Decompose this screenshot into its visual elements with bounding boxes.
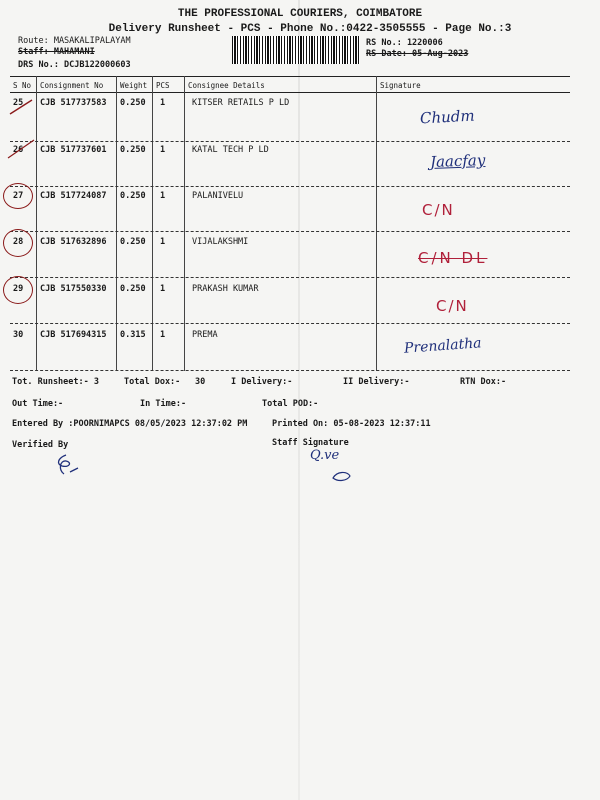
col-header-consignment: Consignment No xyxy=(40,81,104,90)
staff-signature-label: Staff Signature xyxy=(272,438,349,448)
row-weight: 0.315 xyxy=(120,330,146,340)
i-delivery: I Delivery:- xyxy=(231,377,293,387)
row-sno: 28 xyxy=(13,237,24,247)
row-consignee: PALANIVELU xyxy=(192,191,244,201)
handwritten-signature: C/N xyxy=(436,297,469,315)
col-header-consignee: Consignee Details xyxy=(188,81,265,90)
table-header-rule xyxy=(10,92,570,93)
staff-handwritten-signature: Q.ve xyxy=(310,448,340,463)
table-bottom-rule xyxy=(10,370,570,371)
entered-by: Entered By :POORNIMAPCS 08/05/2023 12:37:02 PM xyxy=(12,419,248,429)
printed-on: Printed On: 05-08-2023 12:37:11 xyxy=(272,419,431,429)
staff-signature-scrawl xyxy=(330,468,354,484)
col-rule xyxy=(116,76,117,371)
runsheet-subtitle: Delivery Runsheet - PCS - Phone No.:0422-3505555 - Page No.:3 xyxy=(108,23,512,35)
row-divider xyxy=(10,323,570,324)
row-divider xyxy=(10,277,570,278)
col-header-sno: S No xyxy=(13,81,32,90)
row-consignment: CJB 517550330 xyxy=(40,284,107,294)
staff-label: Staff: MAHAMANI xyxy=(18,47,95,57)
row-divider xyxy=(10,141,570,142)
col-rule xyxy=(376,76,377,371)
col-rule xyxy=(152,76,153,371)
red-circle-mark xyxy=(3,276,33,304)
rs-date: RS Date: 05-Aug-2023 xyxy=(366,49,469,59)
total-dox-label: Total Dox:- xyxy=(124,377,181,387)
handwritten-signature: Chudm xyxy=(419,106,476,128)
row-pcs: 1 xyxy=(160,191,166,201)
red-tick-marks xyxy=(4,96,38,176)
table-top-rule xyxy=(10,76,570,77)
col-rule xyxy=(184,76,185,371)
rs-number: RS No.: 1220006 xyxy=(366,38,443,48)
red-circle-mark xyxy=(3,183,33,209)
out-time: Out Time:- xyxy=(12,399,64,409)
row-sno: 26 xyxy=(13,145,24,155)
in-time: In Time:- xyxy=(140,399,187,409)
row-pcs: 1 xyxy=(160,145,166,155)
row-weight: 0.250 xyxy=(120,145,146,155)
row-divider xyxy=(10,186,570,187)
row-sno: 29 xyxy=(13,284,24,294)
tot-runsheet: Tot. Runsheet:- 3 xyxy=(12,377,99,387)
verified-by: Verified By xyxy=(12,440,69,450)
row-consignee: VIJALAKSHMI xyxy=(192,237,249,247)
total-dox-value: 30 xyxy=(195,377,206,387)
row-pcs: 1 xyxy=(160,284,166,294)
row-pcs: 1 xyxy=(160,98,166,108)
drs-number: DRS No.: DCJB122000603 xyxy=(18,60,131,70)
route-label: Route: MASAKALIPALAYAM xyxy=(18,36,131,46)
row-sno: 30 xyxy=(13,330,24,340)
handwritten-signature: Prenalatha xyxy=(403,335,483,357)
row-consignment: CJB 517632896 xyxy=(40,237,107,247)
barcode xyxy=(232,36,360,64)
handwritten-signature: C/N xyxy=(422,201,455,219)
row-consignment: CJB 517694315 xyxy=(40,330,107,340)
handwritten-signature: C/N DL xyxy=(418,249,488,267)
verified-signature-scrawl xyxy=(52,452,84,478)
col-header-weight: Weight xyxy=(120,81,148,90)
rtn-dox: RTN Dox:- xyxy=(460,377,507,387)
col-header-pcs: PCS xyxy=(156,81,170,90)
row-sno: 25 xyxy=(13,98,24,108)
row-weight: 0.250 xyxy=(120,191,146,201)
row-consignee: KATAL TECH P LD xyxy=(192,145,269,155)
row-divider xyxy=(10,231,570,232)
col-header-signature: Signature xyxy=(380,81,421,90)
row-pcs: 1 xyxy=(160,330,166,340)
row-consignee: PRAKASH KUMAR xyxy=(192,284,259,294)
total-pod: Total POD:- xyxy=(262,399,319,409)
row-weight: 0.250 xyxy=(120,237,146,247)
red-circle-mark xyxy=(3,229,33,257)
row-sno: 27 xyxy=(13,191,24,201)
row-consignee: KITSER RETAILS P LD xyxy=(192,98,290,108)
row-pcs: 1 xyxy=(160,237,166,247)
row-weight: 0.250 xyxy=(120,284,146,294)
company-title: THE PROFESSIONAL COURIERS, COIMBATORE xyxy=(177,8,423,20)
ii-delivery: II Delivery:- xyxy=(343,377,410,387)
row-weight: 0.250 xyxy=(120,98,146,108)
row-consignee: PREMA xyxy=(192,330,218,340)
row-consignment: CJB 517737601 xyxy=(40,145,107,155)
row-consignment: CJB 517737583 xyxy=(40,98,107,108)
handwritten-signature: Jaacfay xyxy=(429,151,486,171)
row-consignment: CJB 517724087 xyxy=(40,191,107,201)
